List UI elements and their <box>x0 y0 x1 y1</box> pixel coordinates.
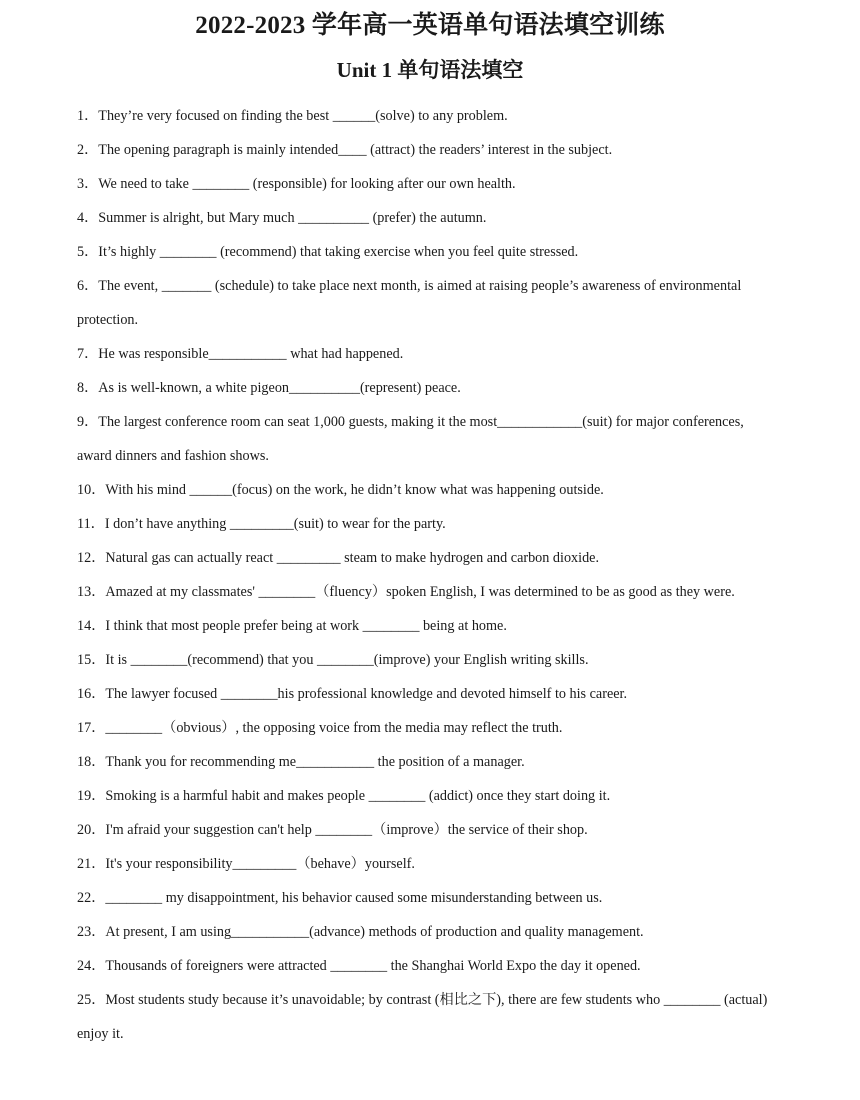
question-text: Most students study because it’s unavoidable; by contrast (相比之下), there are few students who ________ (actual) enjoy it. <box>77 992 768 1042</box>
question-number: 3． <box>77 176 99 192</box>
question-number: 23． <box>77 924 106 940</box>
question-item <box>77 643 777 677</box>
question-text: As is well-known, a white pigeon__________(represent) peace. <box>98 380 461 396</box>
unit-subtitle: Unit 1 单句语法填空 <box>336 58 524 82</box>
question-item <box>77 405 777 473</box>
question-text: The event, _______ (schedule) to take place next month, is aimed at raising people’s awareness of environmental protection. <box>77 278 742 328</box>
question-text: It's your responsibility_________（behave）yourself. <box>105 856 415 872</box>
question-item <box>77 201 777 235</box>
question-item <box>77 541 777 575</box>
question-number: 16． <box>77 686 106 702</box>
question-number: 12． <box>77 550 106 566</box>
question-number: 21． <box>77 856 106 872</box>
question-number: 2． <box>77 142 99 158</box>
question-text: With his mind ______(focus) on the work, he didn’t know what was happening outside. <box>105 482 604 498</box>
question-text: Thousands of foreigners were attracted ________ the Shanghai World Expo the day it opened. <box>105 958 641 974</box>
question-item <box>77 949 777 983</box>
question-item <box>77 847 777 881</box>
question-item <box>77 575 777 609</box>
question-item <box>77 677 777 711</box>
question-item <box>77 779 777 813</box>
question-item <box>77 99 777 133</box>
question-number: 11． <box>77 516 105 532</box>
question-text: We need to take ________ (responsible) for looking after our own health. <box>98 176 516 192</box>
question-item <box>77 371 777 405</box>
question-number: 15． <box>77 652 106 668</box>
question-number: 13． <box>77 584 106 600</box>
question-text: The lawyer focused ________his professional knowledge and devoted himself to his career. <box>105 686 628 702</box>
question-item <box>77 507 777 541</box>
question-text: Smoking is a harmful habit and makes people ________ (addict) once they start doing it. <box>105 788 611 804</box>
question-item <box>77 745 777 779</box>
question-text: The opening paragraph is mainly intended____ (attract) the readers’ interest in the subject. <box>98 142 613 158</box>
question-text: Amazed at my classmates' ________（fluency）spoken English, I was determined to be as good as they were. <box>105 584 735 600</box>
question-number: 17． <box>77 720 106 736</box>
question-text: I'm afraid your suggestion can't help ________（improve）the service of their shop. <box>105 822 588 838</box>
question-item <box>77 269 777 337</box>
question-text: Natural gas can actually react _________ steam to make hydrogen and carbon dioxide. <box>105 550 600 566</box>
question-text: It’s highly ________ (recommend) that taking exercise when you feel quite stressed. <box>98 244 579 260</box>
question-text: I think that most people prefer being at work ________ being at home. <box>105 618 507 634</box>
question-item <box>77 609 777 643</box>
question-number: 4． <box>77 210 99 226</box>
question-item <box>77 337 777 371</box>
question-item <box>77 711 777 745</box>
question-item <box>77 881 777 915</box>
question-text: The largest conference room can seat 1,000 guests, making it the most____________(suit) for major conferences, award dinners and fashion shows. <box>77 414 744 464</box>
question-text: It is ________(recommend) that you ________(improve) your English writing skills. <box>105 652 589 668</box>
question-number: 14． <box>77 618 106 634</box>
question-item <box>77 813 777 847</box>
question-text: At present, I am using___________(advance) methods of production and quality management. <box>105 924 644 940</box>
question-number: 18． <box>77 754 106 770</box>
question-number: 9． <box>77 414 99 430</box>
question-text: He was responsible___________ what had happened. <box>98 346 404 362</box>
question-number: 20． <box>77 822 106 838</box>
question-item <box>77 915 777 949</box>
question-text: They’re very focused on finding the best ______(solve) to any problem. <box>98 108 508 124</box>
question-number: 7． <box>77 346 99 362</box>
question-number: 5． <box>77 244 99 260</box>
question-text: Summer is alright, but Mary much __________ (prefer) the autumn. <box>98 210 487 226</box>
question-text: ________ my disappointment, his behavior caused some misunderstanding between us. <box>105 890 603 906</box>
question-item <box>77 473 777 507</box>
question-item <box>77 235 777 269</box>
question-number: 24． <box>77 958 106 974</box>
question-number: 1． <box>77 108 99 124</box>
question-item <box>77 133 777 167</box>
question-number: 10． <box>77 482 106 498</box>
document-title: 2022-2023 学年高一英语单句语法填空训练 <box>195 12 665 39</box>
question-text: ________（obvious）, the opposing voice from the media may reflect the truth. <box>105 720 563 736</box>
question-item <box>77 983 777 1051</box>
question-number: 25． <box>77 992 106 1008</box>
question-text: I don’t have anything _________(suit) to wear for the party. <box>104 516 446 532</box>
question-item <box>77 167 777 201</box>
question-list <box>77 99 777 1051</box>
question-text: Thank you for recommending me___________ the position of a manager. <box>105 754 525 770</box>
question-number: 6． <box>77 278 99 294</box>
question-number: 19． <box>77 788 106 804</box>
question-number: 8． <box>77 380 99 396</box>
question-number: 22． <box>77 890 106 906</box>
